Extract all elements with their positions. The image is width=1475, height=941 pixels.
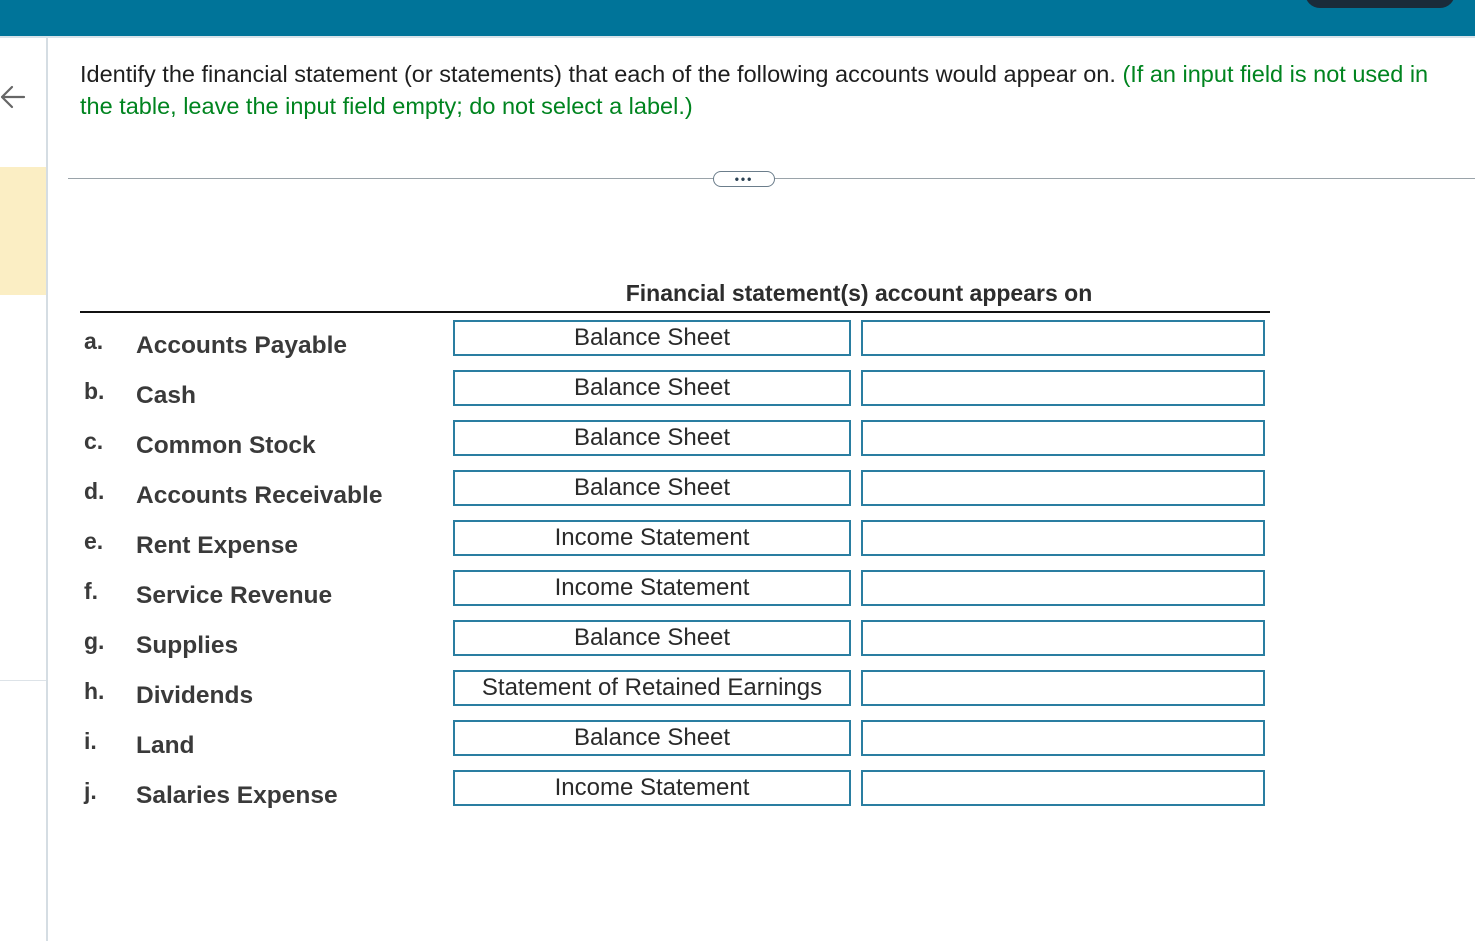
account-label: Accounts Payable (136, 332, 348, 359)
side-tab[interactable] (0, 167, 46, 295)
statement-select-1[interactable]: Balance Sheet (453, 720, 851, 756)
statement-select-2[interactable] (861, 320, 1265, 356)
top-bar-border (0, 36, 1475, 38)
account-label: Dividends (136, 682, 254, 709)
statement-select-1[interactable]: Balance Sheet (453, 370, 851, 406)
account-label: Common Stock (136, 432, 316, 459)
row-letter: h. (84, 678, 105, 704)
statement-select-1[interactable]: Balance Sheet (453, 320, 851, 356)
account-label: Land (136, 732, 195, 759)
header-rule (80, 311, 1270, 313)
table-row (0, 720, 1475, 760)
statement-select-2[interactable] (861, 370, 1265, 406)
account-label: Supplies (136, 632, 239, 659)
column-header: Financial statement(s) account appears on (625, 280, 1093, 306)
instruction-text: Identify the financial statement (or statements) that each of the following accounts would appear on. (80, 61, 1116, 87)
row-letter: e. (84, 528, 104, 554)
statement-select-1[interactable]: Balance Sheet (453, 420, 851, 456)
row-letter: d. (84, 478, 105, 504)
table-row (0, 620, 1475, 660)
statement-select-2[interactable] (861, 470, 1265, 506)
row-letter: g. (84, 628, 105, 654)
table-row (0, 420, 1475, 460)
statement-select-1[interactable]: Balance Sheet (453, 620, 851, 656)
table-row (0, 370, 1475, 410)
statement-select-1[interactable]: Income Statement (453, 520, 851, 556)
account-label: Accounts Receivable (136, 482, 383, 509)
row-letter: i. (84, 728, 97, 754)
row-letter: c. (84, 428, 104, 454)
table-row (0, 470, 1475, 510)
account-label: Rent Expense (136, 532, 299, 559)
arrow-left-icon[interactable] (0, 84, 26, 110)
instruction-hint: (If an input field is not used in the table, leave the input field empty; do not select a label.) (80, 61, 1429, 119)
account-label: Service Revenue (136, 582, 333, 609)
statement-select-2[interactable] (861, 770, 1265, 806)
statement-select-2[interactable] (861, 420, 1265, 456)
statement-select-1[interactable]: Income Statement (453, 570, 851, 606)
statement-select-2[interactable] (861, 520, 1265, 556)
table-row (0, 670, 1475, 710)
statement-select-1[interactable]: Balance Sheet (453, 470, 851, 506)
account-label: Cash (136, 382, 196, 409)
row-letter: a. (84, 328, 104, 354)
table-row (0, 770, 1475, 810)
ellipsis-icon: ••• (734, 172, 754, 186)
table-row (0, 570, 1475, 610)
question-instruction (80, 58, 1450, 122)
row-letter: b. (84, 378, 105, 404)
statement-select-2[interactable] (861, 720, 1265, 756)
statement-select-1[interactable]: Statement of Retained Earnings (453, 670, 851, 706)
table-row (0, 320, 1475, 360)
statement-select-2[interactable] (861, 570, 1265, 606)
expand-more-button[interactable] (713, 171, 775, 187)
row-letter: j. (84, 778, 97, 804)
statement-select-2[interactable] (861, 670, 1265, 706)
top-bar-pill-button[interactable] (1305, 0, 1455, 8)
top-bar (0, 0, 1475, 36)
table-row (0, 520, 1475, 560)
statement-select-2[interactable] (861, 620, 1265, 656)
account-label: Salaries Expense (136, 782, 338, 809)
row-letter: f. (84, 578, 99, 604)
statement-select-1[interactable]: Income Statement (453, 770, 851, 806)
